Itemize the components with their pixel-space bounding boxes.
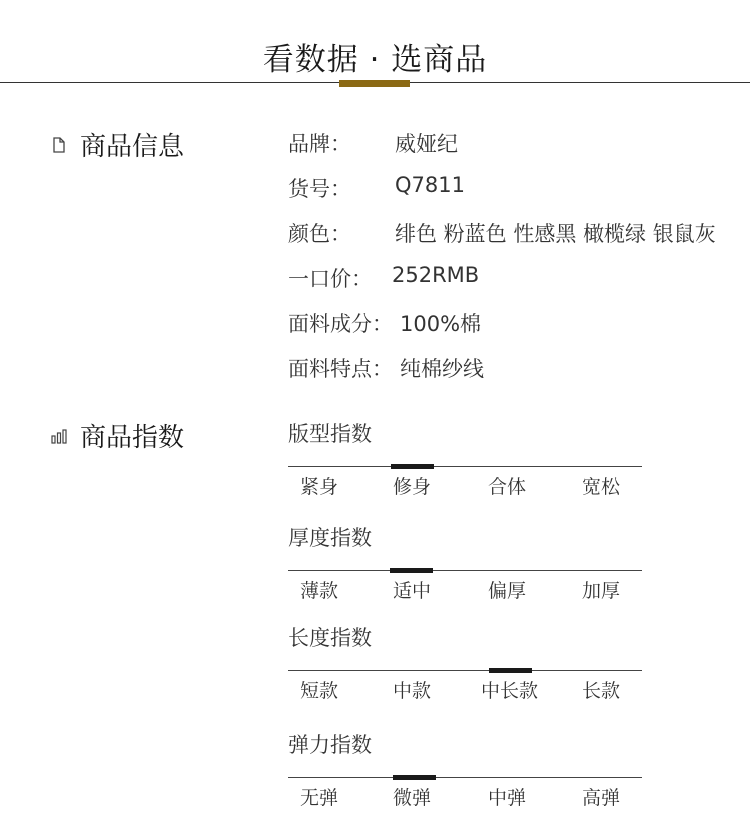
- info-row-price: [288, 263, 480, 293]
- header-title: 看数据 · 选商品: [262, 42, 488, 78]
- index-scale-thickness: [288, 570, 642, 571]
- index-option: 高弹: [582, 787, 621, 809]
- info-row-color: [288, 218, 716, 248]
- info-label: 颜色：: [288, 222, 351, 246]
- product-index-title: 商品指数: [80, 423, 185, 453]
- index-option: 无弹: [300, 787, 339, 809]
- info-row-brand: [288, 128, 458, 158]
- index-option: 长款: [582, 680, 621, 702]
- index-option: 薄款: [300, 580, 339, 602]
- info-value: Q7811: [395, 173, 465, 197]
- info-row-fabric: [288, 308, 482, 338]
- info-row-item-number: [288, 173, 465, 203]
- header-accent-bar: [339, 80, 410, 87]
- index-scale-elasticity: [288, 777, 642, 778]
- index-option: 适中: [393, 580, 432, 602]
- index-title-length: 长度指数: [288, 626, 372, 650]
- info-value: 252RMB: [392, 263, 480, 287]
- info-label: 品牌：: [288, 132, 351, 156]
- index-option: 中长款: [481, 680, 539, 702]
- info-value: 100%棉: [400, 312, 482, 336]
- index-option: 修身: [393, 476, 432, 498]
- bar-chart-icon: [50, 427, 68, 445]
- index-option: 紧身: [300, 476, 339, 498]
- index-option: 加厚: [582, 580, 621, 602]
- index-marker-elasticity: [393, 775, 436, 780]
- product-info-heading: [50, 126, 184, 163]
- info-label: 一口价：: [288, 267, 372, 291]
- index-scale-fit: [288, 466, 642, 467]
- info-row-fabric-feature: [288, 353, 484, 383]
- info-value: 绯色 粉蓝色 性感黑 橄榄绿 银鼠灰: [395, 222, 716, 246]
- index-title-fit: 版型指数: [288, 422, 372, 446]
- index-marker-fit: [391, 464, 434, 469]
- info-value: 威娅纪: [395, 132, 458, 156]
- index-option: 短款: [300, 680, 339, 702]
- info-value: 纯棉纱线: [400, 357, 484, 381]
- product-info-title: 商品信息: [80, 132, 185, 162]
- index-option: 合体: [488, 476, 527, 498]
- index-scale-length: [288, 670, 642, 671]
- info-label: 面料特点：: [288, 357, 393, 381]
- index-marker-length: [489, 668, 532, 673]
- document-icon: [50, 136, 68, 154]
- product-index-heading: [50, 417, 184, 454]
- index-title-elasticity: 弹力指数: [288, 733, 372, 757]
- index-title-thickness: 厚度指数: [288, 526, 372, 550]
- index-option: 微弹: [393, 787, 432, 809]
- info-label: 面料成分：: [288, 312, 393, 336]
- index-option: 中款: [393, 680, 432, 702]
- index-option: 宽松: [582, 476, 621, 498]
- index-option: 中弹: [488, 787, 527, 809]
- index-marker-thickness: [390, 568, 433, 573]
- info-label: 货号：: [288, 177, 351, 201]
- index-option: 偏厚: [488, 580, 527, 602]
